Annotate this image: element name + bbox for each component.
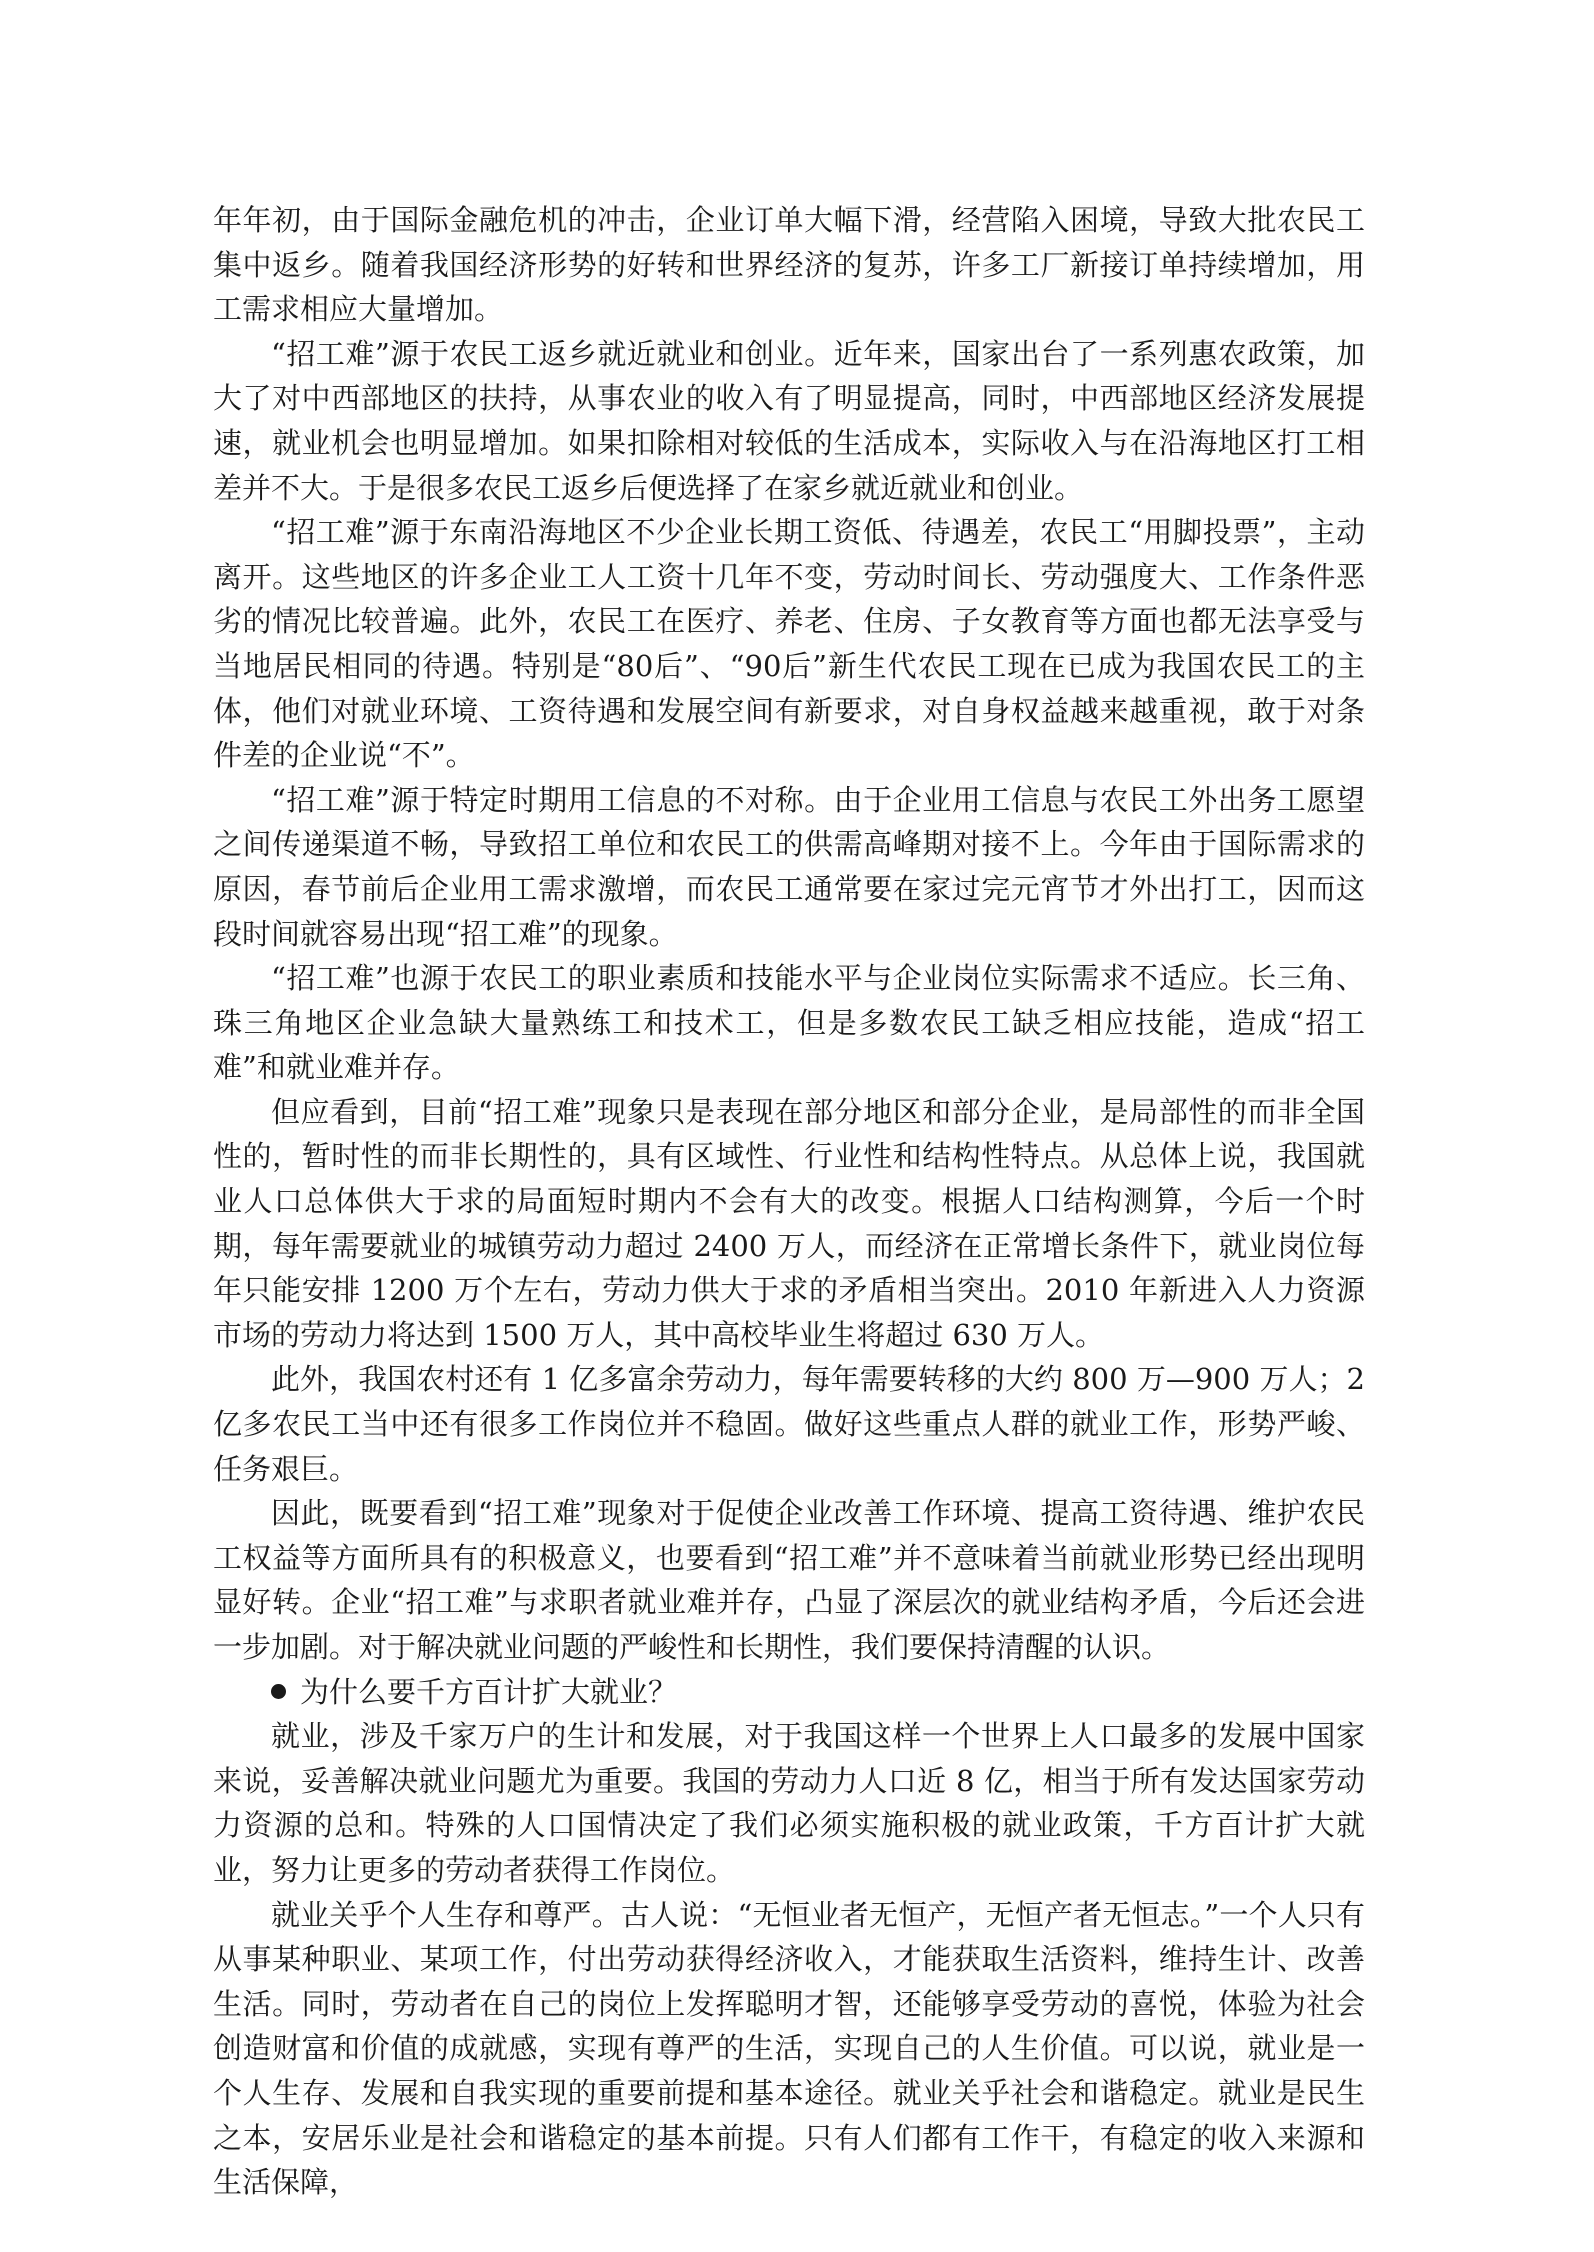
paragraph: 就业，涉及千家万户的生计和发展，对于我国这样一个世界上人口最多的发展中国家来说，妥善解决就业问题尤为重要。我国的劳动力人口近 8 亿，相当于所有发达国家劳动力资源的总和。特殊的人口国情决定了我们必须实施积极的就业政策，千方百计扩大就业，努力让更多的劳动者获得工作岗位。 [213,1719,1365,1887]
paragraph: “招工难”源于特定时期用工信息的不对称。由于企业用工信息与农民工外出务工愿望之间传递渠道不畅，导致招工单位和农民工的供需高峰期对接不上。今年由于国际需求的原因，春节前后企业用工需求激增，而农民工通常要在家过完元宵节才外出打工，因而这段时间就容易出现“招工难”的现象。 [213,782,1365,951]
paragraph: 就业关乎个人生存和尊严。古人说：“无恒业者无恒产，无恒产者无恒志。”一个人只有从事某种职业、某项工作，付出劳动获得经济收入，才能获取生活资料，维持生计、改善生活。同时，劳动者在自己的岗位上发挥聪明才智，还能够享受劳动的喜悦，体验为社会创造财富和价值的成就感，实现有尊严的生活，实现自己的人生价值。可以说，就业是一个人生存、发展和自我实现的重要前提和基本途径。就业关乎社会和谐稳定。就业是民生之本，安居乐业是社会和谐稳定的基本前提。只有人们都有工作干，有稳定的收入来源和生活保障， [213,1897,1365,2200]
section-heading-text: 为什么要千方百计扩大就业？ [300,1674,678,1709]
section-heading [213,1670,1365,1715]
paragraph: 但应看到，目前“招工难”现象只是表现在部分地区和部分企业，是局部性的而非全国性的，暂时性的而非长期性的，具有区域性、行业性和结构性特点。从总体上说，我国就业人口总体供大于求的局面短时期内不会有大的改变。根据人口结构测算，今后一个时期，每年需要就业的城镇劳动力超过 2400 万人，而经济在正常增长条件下，就业岗位每年只能安排 1200 万个左右，劳动力供大于求的矛盾相当突出。2010 年新进入人力资源市场的劳动力将达到 1500 万人，其中高校毕业生将超过 630 万人。 [213,1094,1365,1352]
paragraph: 因此，既要看到“招工难”现象对于促使企业改善工作环境、提高工资待遇、维护农民工权益等方面所具有的积极意义，也要看到“招工难”并不意味着当前就业形势已经出现明显好转。企业“招工难”与求职者就业难并存，凸显了深层次的就业结构矛盾，今后还会进一步加剧。对于解决就业问题的严峻性和长期性，我们要保持清醒的认识。 [213,1496,1365,1664]
paragraph: “招工难”源于农民工返乡就近就业和创业。近年来，国家出台了一系列惠农政策，加大了对中西部地区的扶持，从事农业的收入有了明显提高，同时，中西部地区经济发展提速，就业机会也明显增加。如果扣除相对较低的生活成本，实际收入与在沿海地区打工相差并不大。于是很多农民工返乡后便选择了在家乡就近就业和创业。 [213,336,1365,505]
body-text [213,198,1365,2205]
paragraph: “招工难”源于东南沿海地区不少企业长期工资低、待遇差，农民工“用脚投票”，主动离开。这些地区的许多企业工人工资十几年不变，劳动时间长、劳动强度大、工作条件恶劣的情况比较普遍。此外，农民工在医疗、养老、住房、子女教育等方面也都无法享受与当地居民相同的待遇。特别是“80后”、“90后”新生代农民工现在已成为我国农民工的主体，他们对就业环境、工资待遇和发展空间有新要求，对自身权益越来越重视，敢于对条件差的企业说“不”。 [213,515,1365,773]
bullet-icon [271,1684,286,1699]
paragraph: 年年初，由于国际金融危机的冲击，企业订单大幅下滑，经营陷入困境，导致大批农民工集中返乡。随着我国经济形势的好转和世界经济的复苏，许多工厂新接订单持续增加，用工需求相应大量增加。 [213,203,1365,327]
paragraph: 此外，我国农村还有 1 亿多富余劳动力，每年需要转移的大约 800 万—900 万人；2 亿多农民工当中还有很多工作岗位并不稳固。做好这些重点人群的就业工作，形势严峻、任务艰巨。 [213,1362,1365,1486]
paragraph: “招工难”也源于农民工的职业素质和技能水平与企业岗位实际需求不适应。长三角、珠三角地区企业急缺大量熟练工和技术工，但是多数农民工缺乏相应技能，造成“招工难”和就业难并存。 [213,961,1365,1085]
